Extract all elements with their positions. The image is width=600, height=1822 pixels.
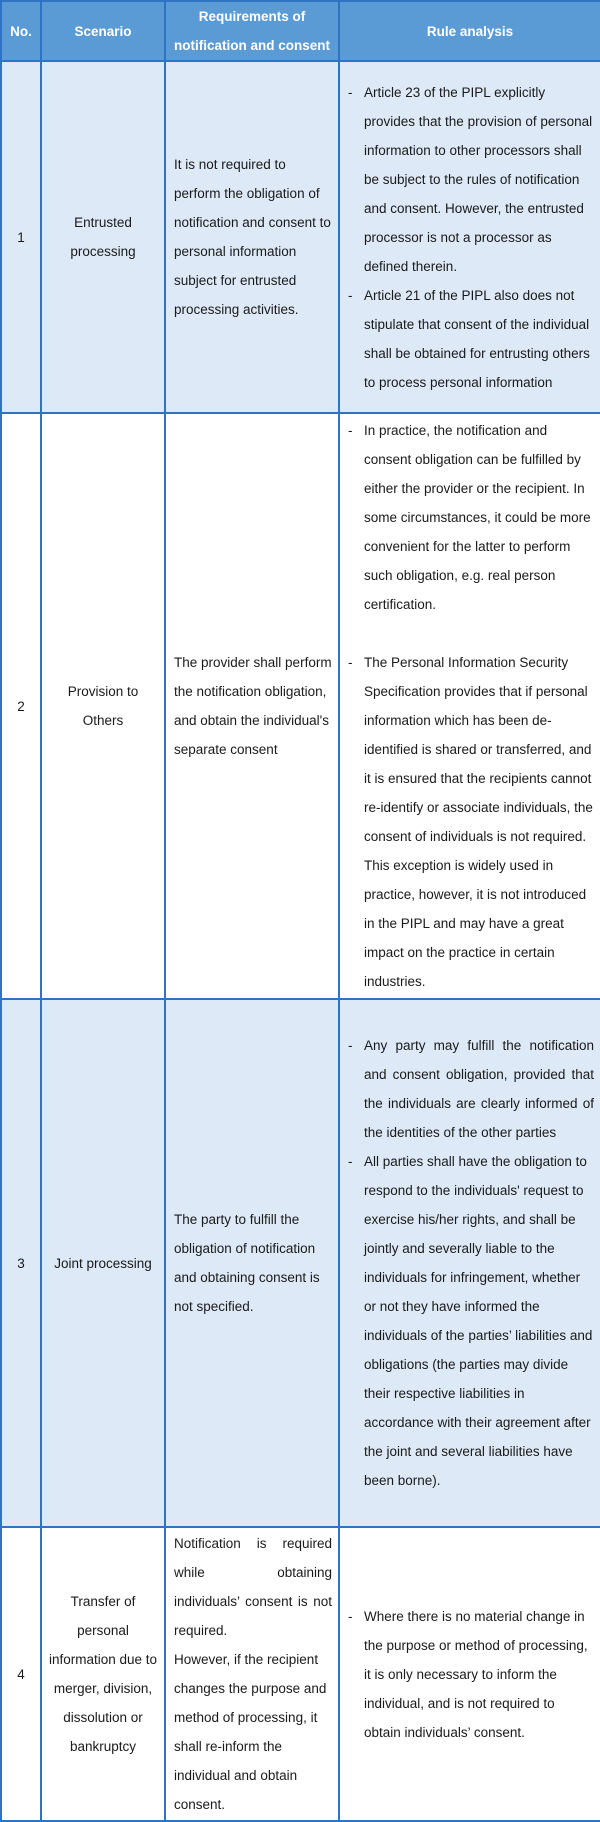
row-number: 2 — [1, 413, 41, 999]
bullet-text: In practice, the notification and consent obligation can be fulfilled by either the provider or the recipient. In some circumstances, it could be more convenient for the latter to perform such obligation, e.g. real person certification. — [364, 423, 591, 612]
row-scenario: Joint processing — [41, 999, 165, 1527]
bullet-dash: - — [348, 1154, 353, 1169]
rule-bullet — [346, 1031, 594, 1147]
row-requirements: It is not required to perform the obligation of notification and consent to personal information subject for entrusted processing activities. — [165, 61, 339, 413]
row-requirements — [165, 1527, 339, 1821]
header-scenario: Scenario — [41, 1, 165, 61]
bullet-dash: - — [348, 1608, 353, 1624]
header-no: No. — [1, 1, 41, 61]
header-rule-analysis: Rule analysis — [339, 1, 600, 61]
table-row — [1, 1527, 600, 1821]
row-rule-analysis — [339, 413, 600, 999]
row-requirements: The provider shall perform the notification obligation, and obtain the individual's separate consent — [165, 413, 339, 999]
table-row — [1, 413, 600, 999]
row-rule-analysis — [339, 61, 600, 413]
row-rule-analysis — [339, 1527, 600, 1821]
bullet-dash: - — [348, 84, 353, 100]
bullet-dash: - — [348, 287, 353, 303]
rule-bullet — [346, 416, 594, 619]
row-scenario: Transfer of personal information due to merger, division, dissolution or bankruptcy — [41, 1527, 165, 1821]
row-number: 3 — [1, 999, 41, 1527]
bullet-text: Any party may fulfill the notification and consent obligation, provided that the individuals are clearly informed of the identities of the other parties — [364, 1038, 594, 1140]
row-number: 1 — [1, 61, 41, 413]
bullet-dash: - — [348, 1038, 353, 1053]
bullet-text: Article 21 of the PIPL also does not stipulate that consent of the individual shall be obtained for entrusting others to process personal information — [364, 287, 590, 390]
bullet-dash: - — [348, 423, 353, 438]
row-number: 4 — [1, 1527, 41, 1821]
rule-bullet — [346, 78, 594, 281]
row-requirements: The party to fulfill the obligation of notification and obtaining consent is not specified. — [165, 999, 339, 1527]
bullet-text: All parties shall have the obligation to respond to the individuals' request to exercise his/her rights, and shall be jointly and severally liable to the individuals for infringement, whether or not they have informed the individuals of the parties’ liabilities and obligations (the parties may divide their respective liabilities in accordance with their agreement after the joint and several liabilities have been borne). — [364, 1154, 593, 1488]
row-scenario: Entrusted processing — [41, 61, 165, 413]
paragraph-gap — [346, 619, 594, 648]
rule-bullet — [346, 1147, 594, 1495]
table-row — [1, 61, 600, 413]
rule-bullet — [346, 648, 594, 996]
requirements-text: Notification is required while obtaining individuals’ consent is not required. — [174, 1536, 332, 1638]
rule-bullet — [346, 281, 594, 397]
bullet-dash: - — [348, 655, 353, 670]
requirements-text: However, if the recipient changes the purpose and method of processing, it shall re-inform the individual and obtain consent. — [174, 1652, 327, 1812]
bullet-text: Article 23 of the PIPL explicitly provides that the provision of personal information to other processors shall be subject to the rules of notification and consent. However, the entrusted processor is not a processor as defined therein. — [364, 84, 593, 274]
table-row — [1, 999, 600, 1527]
rule-bullet — [346, 1602, 594, 1747]
header-row — [1, 1, 600, 61]
row-rule-analysis — [339, 999, 600, 1527]
row-scenario: Provision to Others — [41, 413, 165, 999]
bullet-text: The Personal Information Security Specification provides that if personal information which has been de-identified is shared or transferred, and it is ensured that the recipients cannot re-identify or associate individuals, the consent of individuals is not required. This exception is widely used in practice, however, it is not introduced in the PIPL and may have a great impact on the practice in certain industries. — [364, 655, 593, 989]
bullet-text: Where there is no material change in the purpose or method of processing, it is only necessary to inform the individual, and is not required to obtain individuals’ consent. — [364, 1608, 588, 1740]
header-requirements: Requirements of notification and consent — [165, 1, 339, 61]
